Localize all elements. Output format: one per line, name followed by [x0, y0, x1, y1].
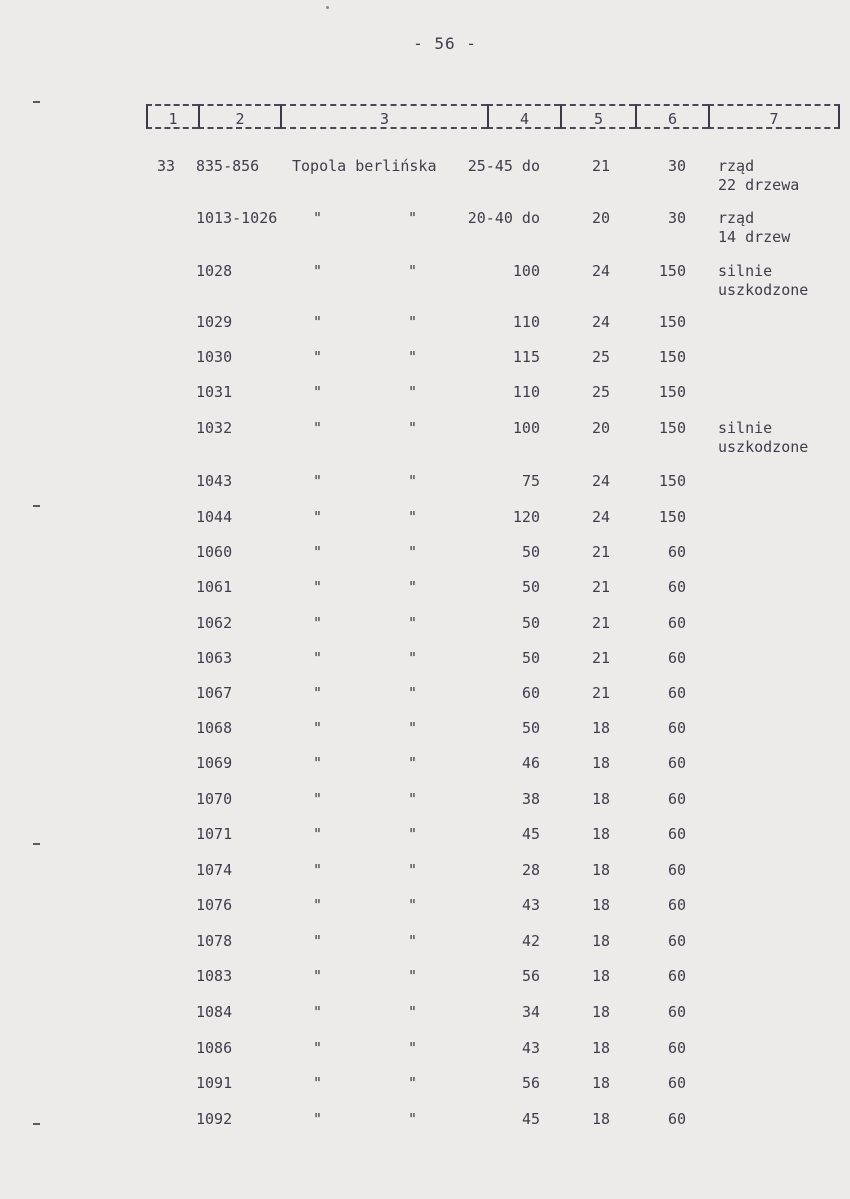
table-row	[0, 262, 850, 299]
cell-ditto-mark: "	[313, 1074, 323, 1092]
table-row	[0, 719, 850, 739]
remark-line: silnie	[718, 262, 773, 280]
column-header-4: 4	[487, 104, 560, 129]
cell-height: 21	[592, 543, 611, 561]
column-header-6: 6	[635, 104, 708, 129]
cell-crown: 150	[658, 508, 686, 526]
cell-tree-number: 1043	[196, 472, 233, 490]
cell-tree-number: 1044	[196, 508, 233, 526]
table-row	[0, 896, 850, 916]
cell-species: Topola berlińska	[292, 157, 437, 175]
cell-crown: 60	[667, 543, 686, 561]
table-row	[0, 1074, 850, 1094]
table-row	[0, 313, 850, 333]
cell-circumference: 56	[521, 1074, 540, 1092]
cell-remarks	[718, 209, 790, 247]
column-header-2: 2	[198, 104, 280, 129]
cell-circumference: 50	[521, 719, 540, 737]
cell-ditto-mark: "	[313, 649, 323, 667]
table-row	[0, 1003, 850, 1023]
cell-tree-number: 1070	[196, 790, 233, 808]
cell-crown: 60	[667, 1074, 686, 1092]
remark-line: rząd	[718, 209, 755, 227]
binder-hole-mark	[33, 843, 40, 845]
cell-height: 24	[592, 313, 611, 331]
cell-ditto-mark: "	[408, 684, 418, 702]
cell-ditto-mark: "	[313, 348, 323, 366]
cell-tree-number: 1076	[196, 896, 233, 914]
cell-crown: 60	[667, 967, 686, 985]
table-row	[0, 754, 850, 774]
cell-ditto-mark: "	[313, 313, 323, 331]
column-header-5: 5	[560, 104, 635, 129]
cell-ditto-mark: "	[313, 1039, 323, 1057]
cell-tree-number: 1084	[196, 1003, 233, 1021]
cell-tree-number: 1062	[196, 614, 233, 632]
cell-crown: 150	[658, 348, 686, 366]
cell-crown: 60	[667, 896, 686, 914]
remark-line: 22 drzewa	[718, 176, 800, 194]
cell-tree-number: 1068	[196, 719, 233, 737]
cell-crown: 60	[667, 1110, 686, 1128]
remark-line: silnie	[718, 419, 773, 437]
cell-circumference: 28	[521, 861, 540, 879]
cell-circumference: 20-40 do	[467, 209, 540, 227]
remark-line: uszkodzone	[718, 281, 809, 299]
cell-height: 18	[592, 967, 611, 985]
table-row	[0, 578, 850, 598]
cell-crown: 60	[667, 932, 686, 950]
cell-crown: 60	[667, 1039, 686, 1057]
table-row	[0, 649, 850, 669]
cell-height: 18	[592, 790, 611, 808]
cell-tree-number: 1030	[196, 348, 233, 366]
cell-ditto-mark: "	[313, 790, 323, 808]
cell-tree-number: 1031	[196, 383, 233, 401]
cell-crown: 60	[667, 825, 686, 843]
cell-ditto-mark: "	[313, 861, 323, 879]
cell-crown: 60	[667, 754, 686, 772]
cell-ditto-mark: "	[408, 578, 418, 596]
cell-ditto-mark: "	[313, 419, 323, 437]
cell-remarks	[718, 262, 808, 300]
table-row	[0, 157, 850, 194]
cell-tree-number: 1083	[196, 967, 233, 985]
table-row	[0, 790, 850, 810]
cell-ditto-mark: "	[408, 543, 418, 561]
cell-circumference: 110	[512, 383, 540, 401]
table-row	[0, 472, 850, 492]
cell-ditto-mark: "	[408, 896, 418, 914]
remark-line: rząd	[718, 157, 755, 175]
table-row	[0, 967, 850, 987]
cell-crown: 30	[667, 209, 686, 227]
cell-circumference: 100	[512, 419, 540, 437]
table-row	[0, 419, 850, 456]
cell-circumference: 60	[521, 684, 540, 702]
cell-ditto-mark: "	[408, 861, 418, 879]
cell-tree-number: 1067	[196, 684, 233, 702]
cell-ditto-mark: "	[313, 896, 323, 914]
cell-circumference: 42	[521, 932, 540, 950]
cell-circumference: 120	[512, 508, 540, 526]
cell-ditto-mark: "	[313, 209, 323, 227]
cell-ditto-mark: "	[408, 1003, 418, 1021]
cell-circumference: 110	[512, 313, 540, 331]
cell-ditto-mark: "	[313, 754, 323, 772]
cell-height: 18	[592, 825, 611, 843]
cell-height: 20	[592, 419, 611, 437]
cell-ditto-mark: "	[408, 1110, 418, 1128]
cell-ditto-mark: "	[313, 383, 323, 401]
cell-circumference: 50	[521, 614, 540, 632]
cell-ditto-mark: "	[408, 719, 418, 737]
cell-ditto-mark: "	[408, 262, 418, 280]
cell-crown: 60	[667, 684, 686, 702]
column-header-1: 1	[146, 104, 198, 129]
cell-ditto-mark: "	[313, 262, 323, 280]
table-row	[0, 1039, 850, 1059]
cell-crown: 150	[658, 419, 686, 437]
cell-tree-number: 1086	[196, 1039, 233, 1057]
cell-height: 18	[592, 754, 611, 772]
cell-tree-number: 1061	[196, 578, 233, 596]
cell-ditto-mark: "	[313, 578, 323, 596]
cell-crown: 60	[667, 861, 686, 879]
cell-ditto-mark: "	[408, 348, 418, 366]
cell-tree-number: 1078	[196, 932, 233, 950]
cell-ditto-mark: "	[408, 313, 418, 331]
cell-ditto-mark: "	[408, 508, 418, 526]
cell-circumference: 46	[521, 754, 540, 772]
cell-circumference: 43	[521, 896, 540, 914]
cell-tree-number: 1074	[196, 861, 233, 879]
cell-ditto-mark: "	[313, 932, 323, 950]
cell-height: 21	[592, 157, 611, 175]
cell-tree-number: 1069	[196, 754, 233, 772]
cell-height: 24	[592, 472, 611, 490]
binder-hole-mark	[33, 1123, 40, 1125]
cell-crown: 150	[658, 383, 686, 401]
cell-height: 18	[592, 1074, 611, 1092]
cell-ditto-mark: "	[313, 472, 323, 490]
remark-line: uszkodzone	[718, 438, 809, 456]
cell-tree-number: 1028	[196, 262, 233, 280]
cell-tree-number: 1092	[196, 1110, 233, 1128]
cell-tree-number: 1032	[196, 419, 233, 437]
cell-circumference: 43	[521, 1039, 540, 1057]
cell-circumference: 115	[512, 348, 540, 366]
cell-ditto-mark: "	[408, 1039, 418, 1057]
cell-circumference: 75	[521, 472, 540, 490]
cell-height: 18	[592, 1003, 611, 1021]
cell-circumference: 50	[521, 649, 540, 667]
remark-line: 14 drzew	[718, 228, 791, 246]
cell-lp: 33	[157, 157, 176, 175]
cell-ditto-mark: "	[408, 649, 418, 667]
cell-tree-number: 1091	[196, 1074, 233, 1092]
cell-ditto-mark: "	[313, 543, 323, 561]
cell-height: 18	[592, 719, 611, 737]
cell-ditto-mark: "	[313, 967, 323, 985]
cell-ditto-mark: "	[313, 719, 323, 737]
cell-ditto-mark: "	[408, 825, 418, 843]
cell-circumference: 38	[521, 790, 540, 808]
cell-ditto-mark: "	[408, 932, 418, 950]
cell-circumference: 56	[521, 967, 540, 985]
cell-circumference: 50	[521, 578, 540, 596]
cell-circumference: 34	[521, 1003, 540, 1021]
cell-ditto-mark: "	[408, 419, 418, 437]
cell-height: 21	[592, 614, 611, 632]
cell-ditto-mark: "	[408, 754, 418, 772]
cell-crown: 150	[658, 262, 686, 280]
cell-circumference: 100	[512, 262, 540, 280]
cell-ditto-mark: "	[408, 209, 418, 227]
cell-tree-number: 1013-1026	[196, 209, 278, 227]
cell-ditto-mark: "	[313, 825, 323, 843]
cell-crown: 60	[667, 719, 686, 737]
cell-crown: 150	[658, 472, 686, 490]
cell-ditto-mark: "	[408, 790, 418, 808]
table-row	[0, 209, 850, 246]
cell-crown: 60	[667, 649, 686, 667]
cell-tree-number: 1063	[196, 649, 233, 667]
cell-ditto-mark: "	[313, 1110, 323, 1128]
cell-crown: 150	[658, 313, 686, 331]
cell-tree-number: 1029	[196, 313, 233, 331]
cell-height: 21	[592, 684, 611, 702]
cell-ditto-mark: "	[313, 508, 323, 526]
cell-height: 25	[592, 348, 611, 366]
cell-height: 18	[592, 861, 611, 879]
cell-height: 25	[592, 383, 611, 401]
table-row	[0, 508, 850, 528]
table-row	[0, 614, 850, 634]
binder-hole-mark	[33, 505, 40, 507]
cell-circumference: 45	[521, 825, 540, 843]
cell-remarks	[718, 419, 808, 457]
cell-ditto-mark: "	[313, 614, 323, 632]
cell-crown: 60	[667, 614, 686, 632]
table-row	[0, 1110, 850, 1130]
cell-height: 20	[592, 209, 611, 227]
cell-circumference: 50	[521, 543, 540, 561]
cell-crown: 60	[667, 578, 686, 596]
cell-ditto-mark: "	[408, 967, 418, 985]
column-header-7: 7	[708, 104, 840, 129]
cell-ditto-mark: "	[313, 1003, 323, 1021]
cell-height: 18	[592, 1039, 611, 1057]
cell-height: 24	[592, 262, 611, 280]
cell-crown: 60	[667, 790, 686, 808]
cell-tree-number: 1060	[196, 543, 233, 561]
cell-circumference: 25-45 do	[467, 157, 540, 175]
cell-height: 18	[592, 932, 611, 950]
scan-spot	[326, 6, 329, 9]
cell-remarks	[718, 157, 799, 195]
cell-height: 21	[592, 578, 611, 596]
column-header-3: 3	[280, 104, 487, 129]
cell-height: 21	[592, 649, 611, 667]
cell-height: 24	[592, 508, 611, 526]
binder-hole-mark	[33, 101, 40, 103]
cell-circumference: 45	[521, 1110, 540, 1128]
cell-ditto-mark: "	[408, 472, 418, 490]
table-row	[0, 383, 850, 403]
cell-ditto-mark: "	[408, 614, 418, 632]
cell-height: 18	[592, 1110, 611, 1128]
page-number: - 56 -	[413, 34, 477, 53]
cell-ditto-mark: "	[408, 383, 418, 401]
table-row	[0, 543, 850, 563]
table-row	[0, 825, 850, 845]
cell-tree-number: 1071	[196, 825, 233, 843]
table-row	[0, 348, 850, 368]
cell-height: 18	[592, 896, 611, 914]
table-row	[0, 861, 850, 881]
cell-crown: 30	[667, 157, 686, 175]
cell-ditto-mark: "	[408, 1074, 418, 1092]
table-row	[0, 932, 850, 952]
cell-tree-number: 835-856	[196, 157, 260, 175]
cell-crown: 60	[667, 1003, 686, 1021]
cell-ditto-mark: "	[313, 684, 323, 702]
table-row	[0, 684, 850, 704]
